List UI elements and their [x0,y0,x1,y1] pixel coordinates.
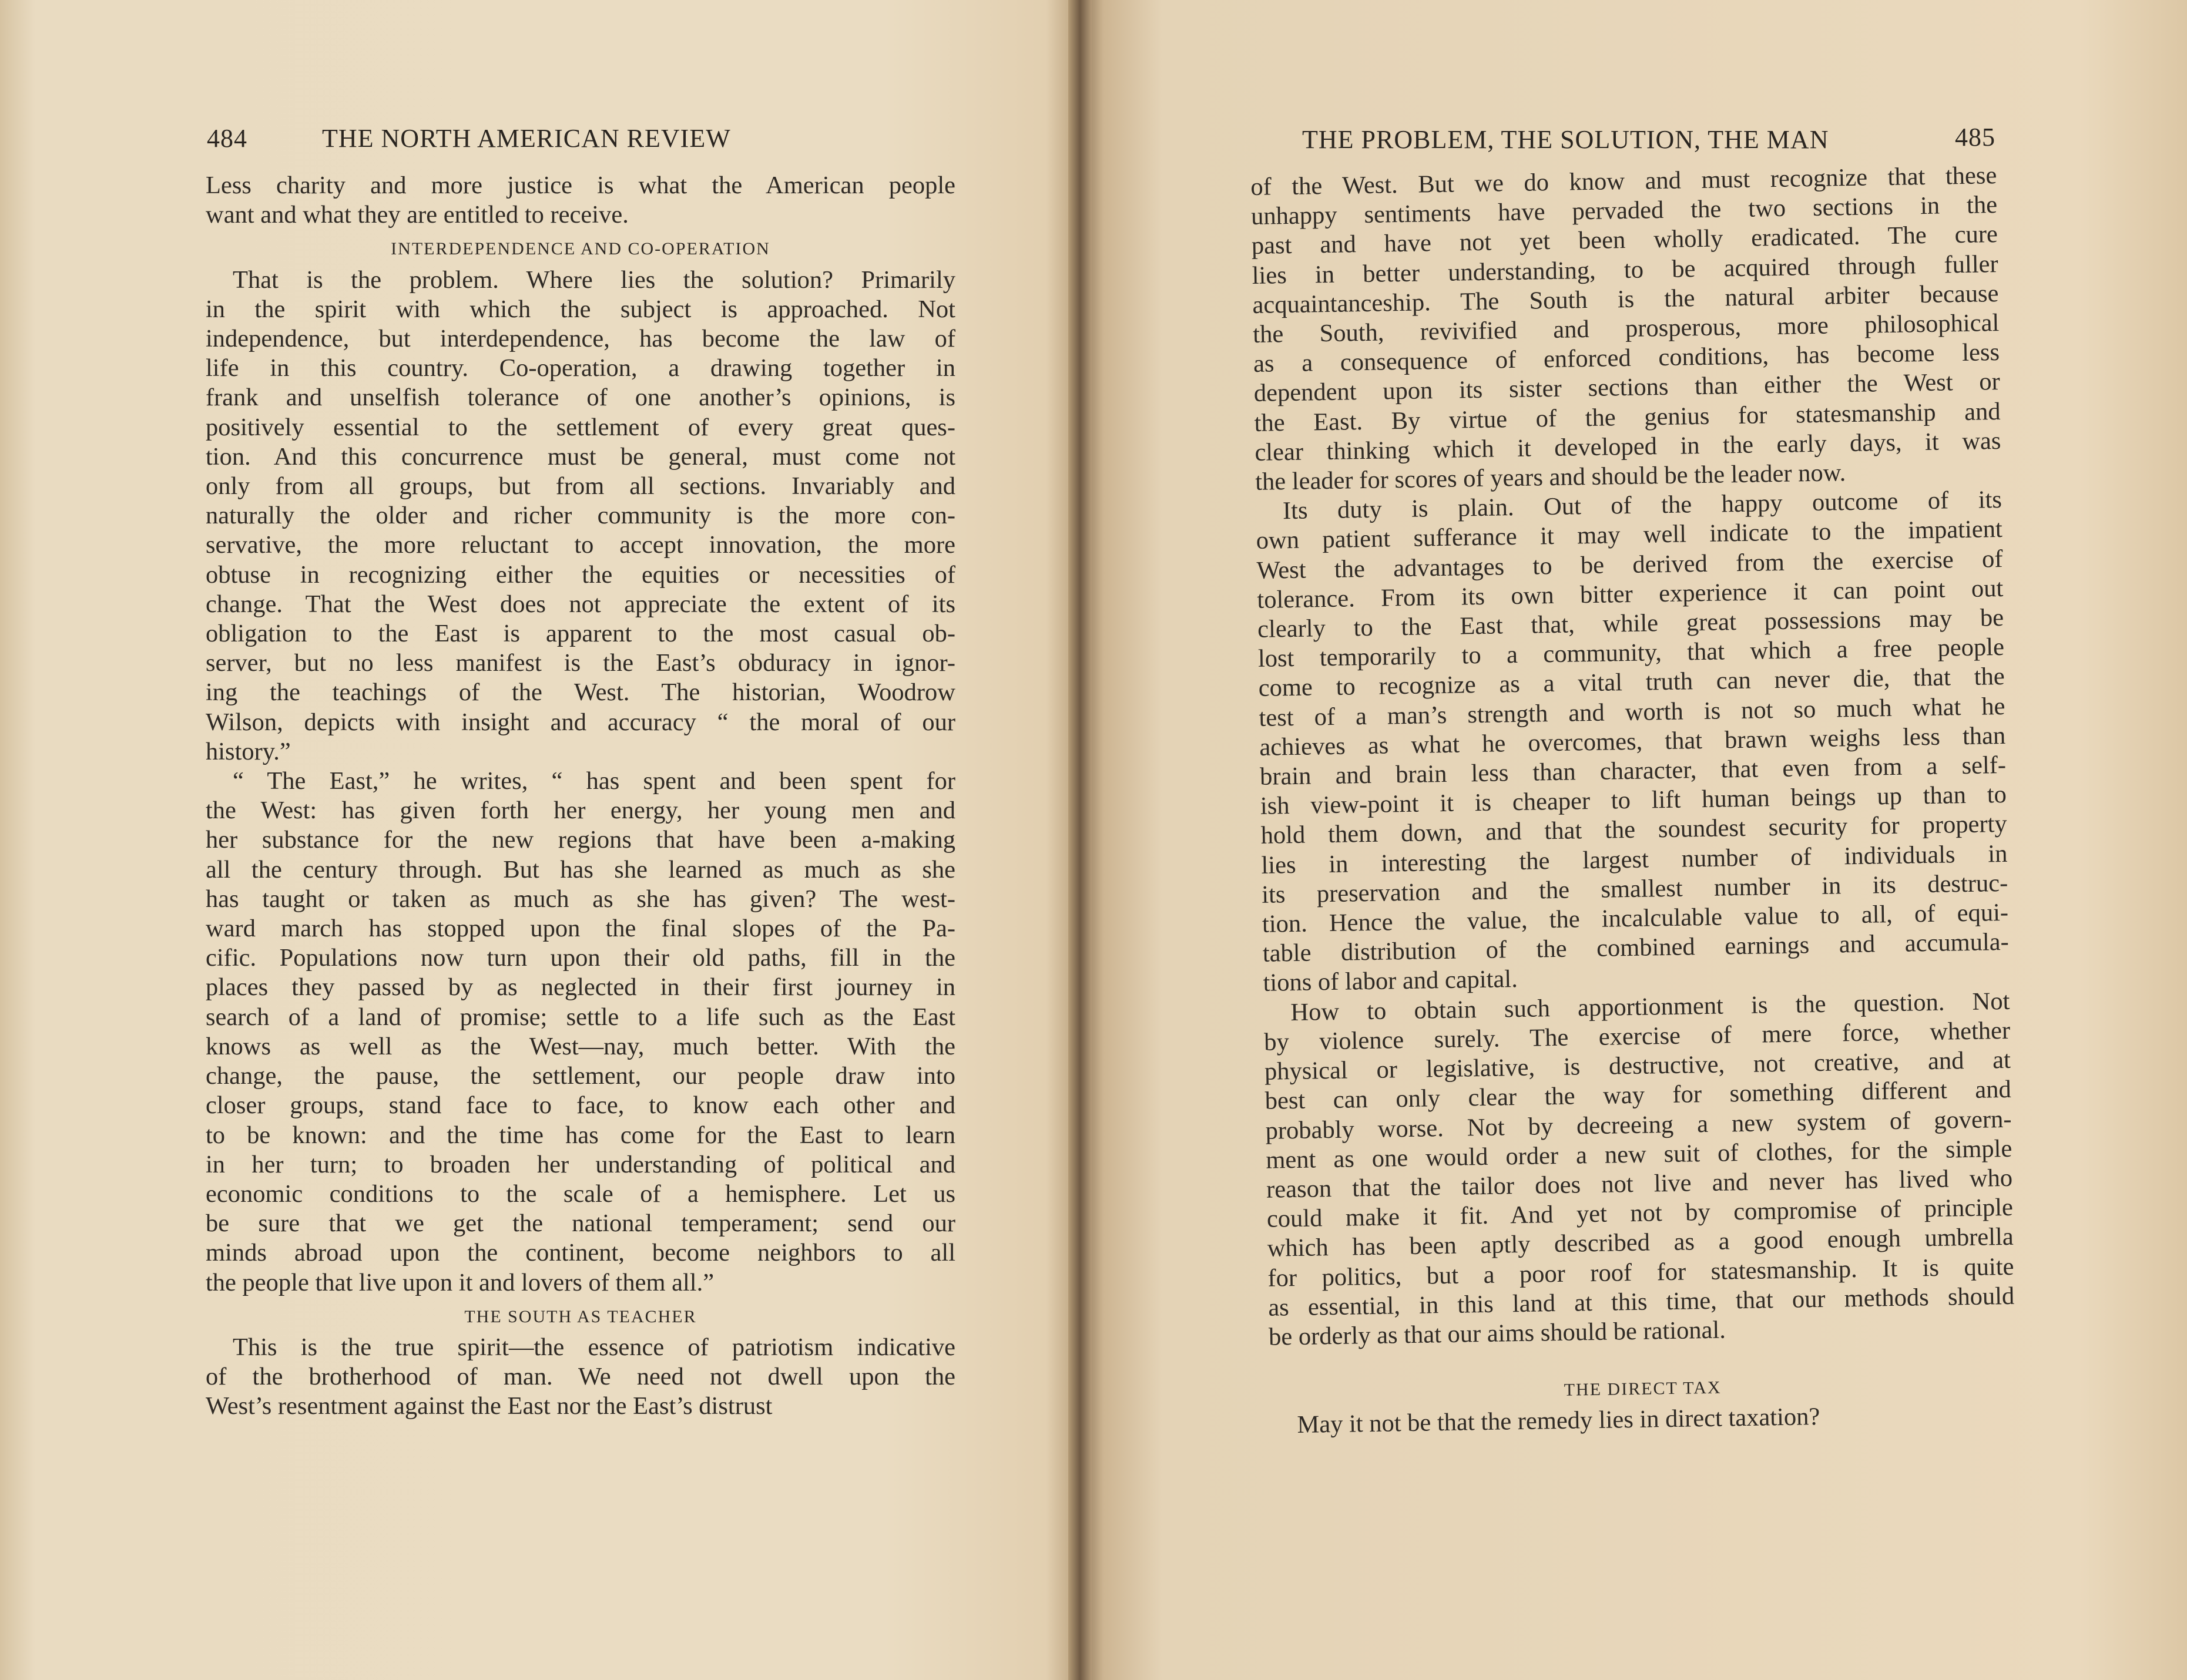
text-line: its preservation and the smallest number in its destruc- [1261,869,2008,909]
text-line: West the advantages to be derived from the exercise of [1256,545,2003,584]
text-line: the people that live upon it and lovers of them all.” [206,1268,715,1296]
text-line: own patient sufferance it may well indicate to the impatient [1256,515,2003,555]
text-line: Wilson, depicts with insight and accuracy “ the moral of our [206,708,955,736]
text-line: naturally the older and richer community is the more con- [206,502,955,530]
text-line: the leader for scores of years and should be the leader now. [1254,459,1846,496]
text-line: places they passed by as neglected in their first journey in [206,973,955,1002]
text-line: clear thinking which it developed in the early days, it was [1254,426,2001,466]
text-line: This is the true spirit—the essence of patriotism indicative [233,1333,955,1361]
text-line: history.” [206,737,291,765]
right-page-number: 485 [1955,123,1995,152]
text-line: test of a man’s strength and worth is not so much what he [1259,692,2005,732]
left-page [0,0,1080,1680]
text-line: Less charity and more justice is what the American people [206,172,955,199]
right-page [1080,0,2187,1680]
text-line: Its duty is plain. Out of the happy outcome of its [1282,486,2002,525]
left-body-text [206,171,955,1422]
text-line: ment as one would order a new suit of clothes, for the simple [1266,1134,2012,1174]
text-line: clearly to the East that, while great possessions may be [1257,604,2004,643]
text-line: knows as well as the West—nay, much better. With the [206,1032,955,1060]
text-line: server, but no less manifest is the East’s obduracy in ignor- [206,649,955,677]
text-line: obtuse in recognizing either the equities or necessities of [206,560,955,589]
text-line: could make it fit. And yet not by compromise of principle [1266,1193,2014,1233]
text-line: table distribution of the combined earnings and accumula- [1262,928,2010,968]
text-line: lies in interesting the largest number of individuals in [1261,839,2008,879]
text-line: past and have not yet been wholly eradicated. The cure [1251,220,1998,260]
text-line: be sure that we get the national temperament; send our [206,1209,955,1238]
text-line: all the century through. But has she learned as much as she [206,855,955,883]
text-line: closer groups, stand face to face, to know each other and [206,1091,955,1120]
text-line: has taught or taken as much as she has given? The west- [206,885,955,913]
text-line: obligation to the East is apparent to the most casual ob- [206,620,955,648]
text-line: ward march has stopped upon the final slopes of the Pa- [206,915,955,943]
section-heading: THE DIRECT TAX [1564,1377,1722,1400]
text-line: which has been aptly described as a good enough umbrella [1267,1223,2014,1263]
book-gutter [1068,0,1092,1680]
section-heading: THE SOUTH AS TEACHER [464,1306,697,1326]
text-line: in the spirit with which the subject is approached. Not [206,295,955,323]
text-line: the West: has given forth her energy, her young men and [206,797,955,825]
text-line: of the brotherhood of man. We need not dwell upon the [206,1363,955,1391]
text-line: reason that the tailor does not live and never has lived who [1266,1164,2013,1204]
left-running-title: THE NORTH AMERICAN REVIEW [322,124,731,153]
text-line: change. That the West does not appreciate the extent of its [206,590,955,618]
text-line: acquaintanceship. The South is the natural arbiter because [1252,279,1999,319]
text-line: brain and brain less than character, that even from a self- [1259,751,2007,791]
text-line: lies in better understanding, to be acquired through fuller [1252,250,1998,290]
text-line: to be known: and the time has come for the East to learn [206,1121,955,1149]
text-line: minds abroad upon the continent, become neighbors to all [206,1239,955,1267]
left-page-number: 484 [207,124,247,153]
text-line: hold them down, and that the soundest security for property [1260,810,2007,850]
text-line: best can only clear the way for something different and [1264,1076,2012,1115]
text-line: economic conditions to the scale of a hemisphere. Let us [206,1180,955,1208]
text-line: ish view-point it is cheaper to lift human beings up than to [1260,781,2007,821]
text-line: ing the teachings of the West. The historian, Woodrow [206,678,955,707]
text-line: That is the problem. Where lies the solution? Primarily [233,266,955,294]
text-line: achieves as what he overcomes, that brawn weighs less than [1259,721,2006,761]
text-line: of the West. But we do know and must recognize that these [1250,162,1997,201]
text-line: come to recognize as a vital truth can never die, that the [1258,663,2005,703]
text-line: lost temporarily to a community, that which a free people [1257,633,2005,673]
text-line: for politics, but a poor roof for statesmanship. It is quite [1267,1252,2014,1292]
text-line: frank and unselfish tolerance of one another’s opinions, is [206,384,955,412]
text-line: as essential, in this land at this time, that our methods should [1267,1282,2015,1322]
text-line: probably worse. Not by decreeing a new system of govern- [1265,1105,2012,1145]
text-line: life in this country. Co-operation, a drawing together in [206,354,955,382]
text-line: cific. Populations now turn upon their old paths, fill in the [206,944,955,972]
text-line: “ The East,” he writes, “ has spent and been spent for [233,767,955,795]
text-line: as a consequence of enforced conditions, has become less [1253,338,2000,378]
text-line: only from all groups, but from all sections. Invariably and [206,472,955,500]
text-line: her substance for the new regions that have been a-making [206,826,955,854]
text-line: How to obtain such apportionment is the question. Not [1290,987,2010,1026]
text-line: dependent upon its sister sections than either the West or [1253,368,2001,408]
text-line: physical or legislative, is destructive, not creative, and at [1264,1046,2011,1086]
section-heading: INTERDEPENDENCE AND CO-OPERATION [391,239,770,259]
right-running-title: THE PROBLEM, THE SOLUTION, THE MAN [1302,125,1829,154]
text-line: the East. By virtue of the genius for statesmanship and [1254,397,2001,437]
text-line: tolerance. From its own bitter experience it can point out [1257,574,2004,614]
text-line: by violence surely. The exercise of mere force, whether [1263,1016,2011,1056]
right-body-text [1250,161,2017,1440]
text-line: search of a land of promise; settle to a life such as the East [206,1003,955,1031]
text-line: tion. And this concurrence must be general, must come not [206,442,955,471]
text-line: May it not be that the remedy lies in direct taxation? [1297,1403,1820,1439]
text-line: be orderly as that our aims should be rational. [1268,1316,1726,1351]
text-line: change, the pause, the settlement, our people draw into [206,1062,955,1090]
text-line: in her turn; to broaden her understanding of political and [206,1150,955,1178]
text-line: West’s resentment against the East nor the East’s distrust [206,1392,773,1420]
text-line: unhappy sentiments have pervaded the two sections in the [1250,191,1998,231]
text-line: tions of labor and capital. [1263,965,1518,997]
text-line: want and what they are entitled to receive. [206,201,629,229]
text-line: the South, revivified and prosperous, more philosophical [1252,309,2000,348]
text-line: servative, the more reluctant to accept innovation, the more [206,531,955,559]
text-line: tion. Hence the value, the incalculable value to all, of equi- [1262,898,2009,938]
text-line: positively essential to the settlement of every great ques- [206,413,955,441]
text-line: independence, but interdependence, has become the law of [206,325,955,353]
